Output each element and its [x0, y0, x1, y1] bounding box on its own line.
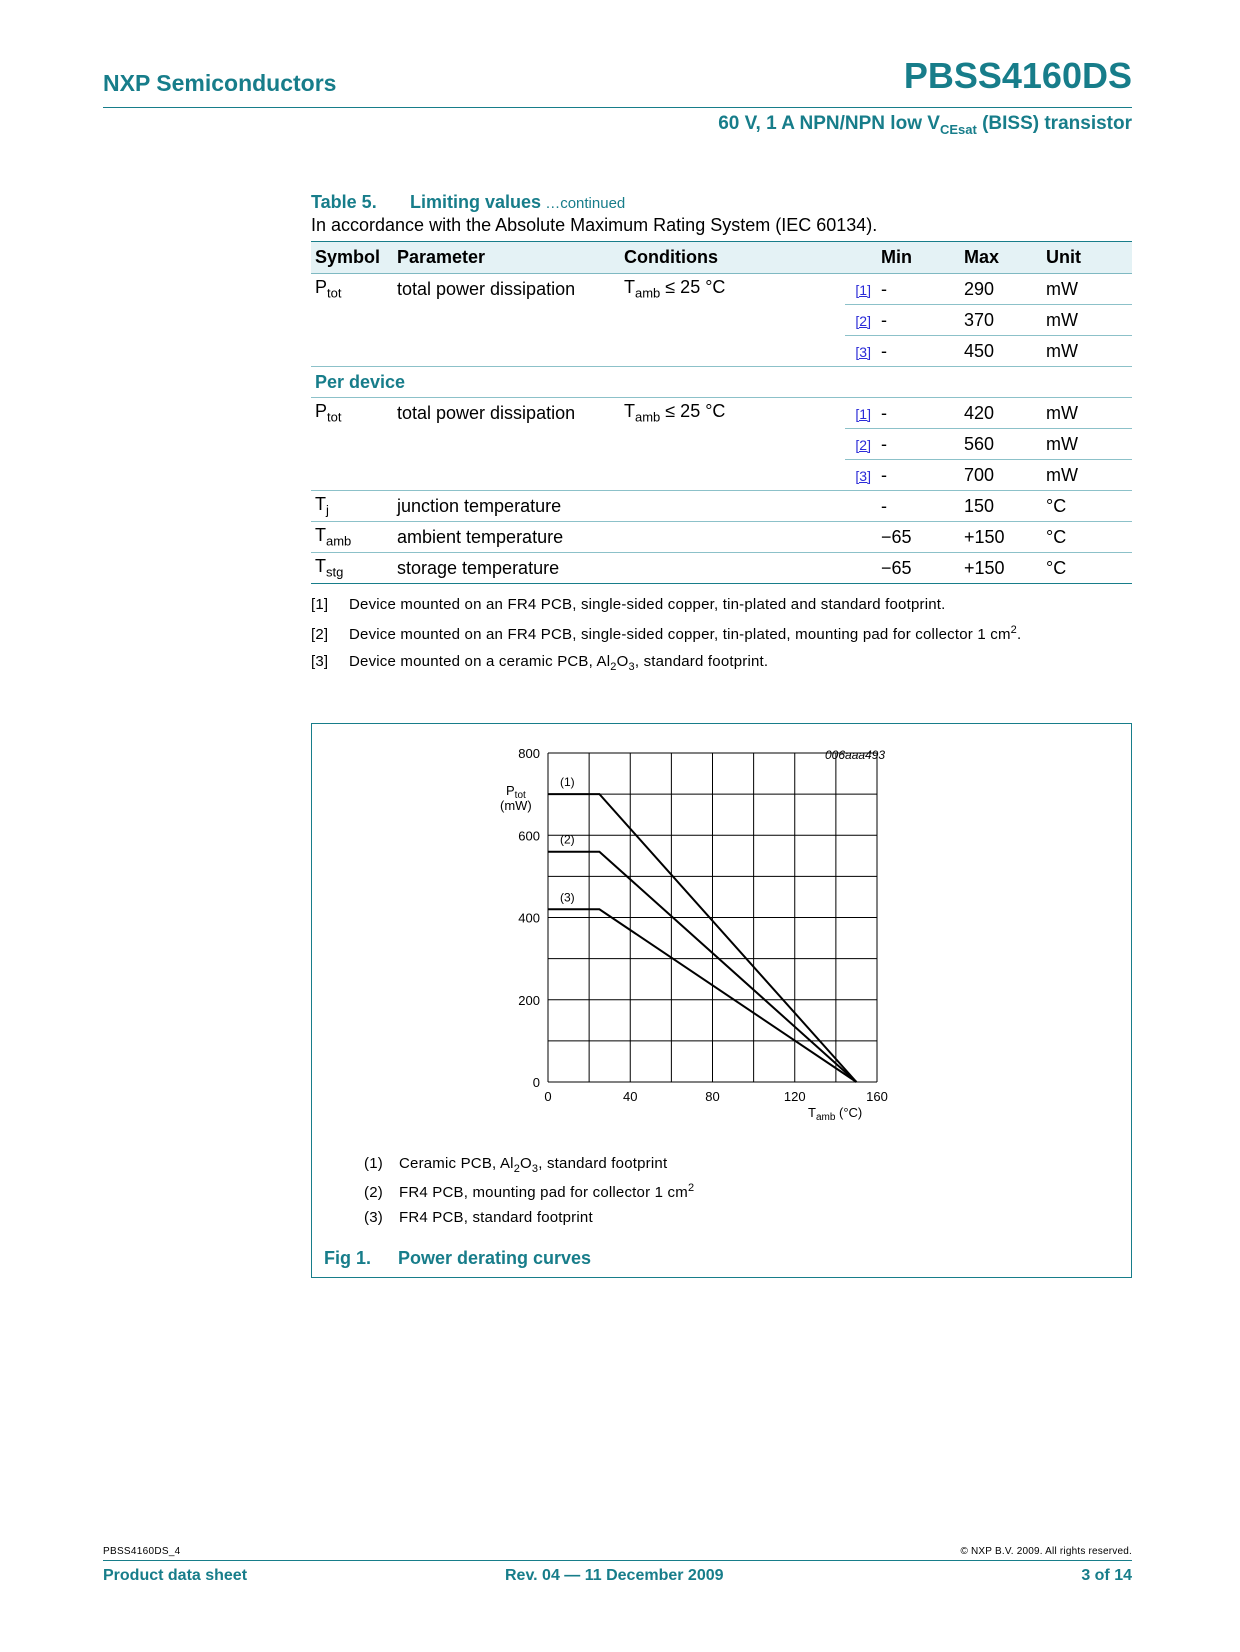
cell-parameter: ambient temperature [393, 522, 620, 553]
subtitle-sub: CEsat [939, 121, 977, 137]
col-header-conditions: Conditions [620, 242, 845, 274]
cell-symbol: $P_{tot}$ [315, 277, 342, 302]
product-title: PBSS4160DS [903, 55, 1132, 96]
cell-min: - [877, 491, 960, 522]
x-tick-label: 120 [783, 1089, 806, 1104]
footer-rule [103, 1560, 1132, 1561]
legend-item-1: (1) Ceramic PCB, $Al_2O_3$, standard footprint [364, 1155, 668, 1175]
x-tick-label: 0 [544, 1089, 552, 1104]
section-heading-per-device: Per device [311, 367, 1132, 398]
cell-min: - [877, 336, 960, 367]
y-tick-label: 0 [532, 1075, 540, 1090]
cell-max: 450 [960, 336, 1042, 367]
table-row [311, 553, 1132, 584]
figure-id: 006aaa493 [825, 748, 886, 762]
y-tick-label: 600 [518, 828, 540, 844]
y-axis-label: $P_{tot}$ [506, 783, 526, 801]
series-label-1: (1) [560, 775, 575, 790]
subtitle-pre: 60 V, 1 A NPN/NPN low V [718, 113, 940, 134]
table-continued: …continued [541, 195, 626, 212]
cell-max: 150 [960, 491, 1042, 522]
cell-unit: °C [1042, 522, 1132, 553]
col-header-max: Max [960, 242, 1042, 274]
cell-min: −65 [877, 553, 960, 584]
cell-parameter: storage temperature [393, 553, 620, 584]
cell-conditions: $T_{amb} \le 25$ °C [620, 398, 845, 429]
cell-unit: mW [1042, 398, 1132, 429]
header-rule [103, 107, 1132, 108]
footnote-link[interactable]: [3] [855, 343, 871, 360]
footnote-link[interactable]: [1] [855, 405, 871, 422]
table-row [311, 398, 1132, 429]
footnote-ref[interactable] [845, 336, 877, 367]
figure-number: Fig 1. [324, 1248, 372, 1268]
legend-item-3: (3) FR4 PCB, standard footprint [364, 1209, 593, 1226]
footnote-ref[interactable] [845, 274, 877, 305]
cell-unit: °C [1042, 491, 1132, 522]
cell-max: 560 [960, 429, 1042, 460]
x-tick-label: 40 [623, 1089, 638, 1104]
revision: Rev. 04 — 11 December 2009 [505, 1567, 724, 1584]
cell-parameter: junction temperature [393, 491, 620, 522]
cell-unit: mW [1042, 429, 1132, 460]
y-tick-label: 200 [518, 992, 540, 1008]
series-label-3: (3) [560, 890, 575, 905]
footnote-link[interactable]: [3] [855, 467, 871, 484]
footnote-link[interactable]: [1] [855, 281, 871, 298]
x-axis-label: $T_{amb}$ (°C) [808, 1105, 863, 1123]
series-label-2: (2) [560, 832, 575, 847]
legend-item-2: (2) FR4 PCB, mounting pad for collector 1 $cm^2$ [364, 1182, 695, 1201]
limiting-values-table [311, 241, 1132, 584]
cell-conditions: $T_{amb} \le 25$ °C [624, 277, 726, 302]
footnote-3: [3] Device mounted on a ceramic PCB, $Al_2O_3$, standard footprint. [311, 653, 769, 673]
table-row [311, 274, 1132, 305]
cell-max: 420 [960, 398, 1042, 429]
product-subtitle [718, 113, 1132, 137]
cell-max: 370 [960, 305, 1042, 336]
table-row [311, 336, 1132, 367]
footnote-2: [2] Device mounted on an FR4 PCB, single-sided copper, tin-plated, mounting pad for collector 1 $cm^2$. [311, 624, 1022, 643]
col-header-ref [845, 242, 877, 274]
col-header-min: Min [877, 242, 960, 274]
col-header-unit: Unit [1042, 242, 1132, 274]
page-number: 3 of 14 [1081, 1567, 1132, 1584]
table-title: Limiting values [410, 192, 542, 212]
footnote-ref[interactable] [845, 429, 877, 460]
cell-parameter: total power dissipation [397, 278, 576, 299]
cell-unit: mW [1046, 278, 1078, 299]
y-tick-label: 800 [518, 746, 540, 761]
table-row [311, 522, 1132, 553]
table-row [311, 305, 1132, 336]
cell-unit: mW [1042, 305, 1132, 336]
section-row [311, 367, 1132, 398]
cell-min: - [877, 305, 960, 336]
cell-min: - [877, 398, 960, 429]
footnote-ref[interactable] [845, 305, 877, 336]
cell-max: +150 [960, 522, 1042, 553]
cell-unit: °C [1042, 553, 1132, 584]
footnote-ref[interactable] [845, 460, 877, 491]
y-tick-label: 400 [518, 910, 540, 926]
subtitle-post: (BISS) transistor [976, 113, 1132, 134]
cell-min: - [877, 429, 960, 460]
cell-min: - [877, 460, 960, 491]
cell-unit: mW [1042, 336, 1132, 367]
table-row [311, 460, 1132, 491]
cell-symbol: $T_{amb}$ [311, 522, 393, 553]
cell-symbol: $T_{stg}$ [311, 553, 393, 584]
cell-min: - [881, 278, 887, 299]
table-row [311, 491, 1132, 522]
figure-caption [324, 1248, 591, 1269]
cell-max: 700 [960, 460, 1042, 491]
table-row [311, 429, 1132, 460]
figure-title: Power derating curves [398, 1248, 592, 1268]
cell-parameter: total power dissipation [393, 398, 620, 429]
cell-max: 290 [964, 278, 995, 299]
col-header-symbol: Symbol [311, 242, 393, 274]
x-tick-label: 80 [705, 1089, 720, 1104]
y-axis-unit: (mW) [500, 798, 532, 813]
company-name: NXP Semiconductors [103, 70, 337, 96]
col-header-parameter: Parameter [393, 242, 620, 274]
table-number: Table 5. [311, 192, 377, 212]
table-caption [311, 192, 625, 213]
cell-unit: mW [1042, 460, 1132, 491]
cell-symbol: $T_j$ [311, 491, 393, 522]
table-note: In accordance with the Absolute Maximum Rating System (IEC 60134). [311, 215, 878, 235]
cell-max: +150 [960, 553, 1042, 584]
cell-symbol: $P_{tot}$ [311, 398, 393, 429]
cell-min: −65 [877, 522, 960, 553]
table-header-row [311, 242, 1132, 274]
x-tick-label: 160 [866, 1089, 888, 1104]
footnote-1: [1] Device mounted on an FR4 PCB, single-sided copper, tin-plated and standard footprint. [311, 596, 946, 613]
document-type: Product data sheet [103, 1567, 248, 1584]
document-id: PBSS4160DS_4 [103, 1546, 181, 1557]
footnote-link[interactable]: [2] [855, 312, 871, 329]
footnote-ref[interactable] [845, 398, 877, 429]
copyright: © NXP B.V. 2009. All rights reserved. [960, 1546, 1132, 1557]
footnote-link[interactable]: [2] [855, 436, 871, 453]
